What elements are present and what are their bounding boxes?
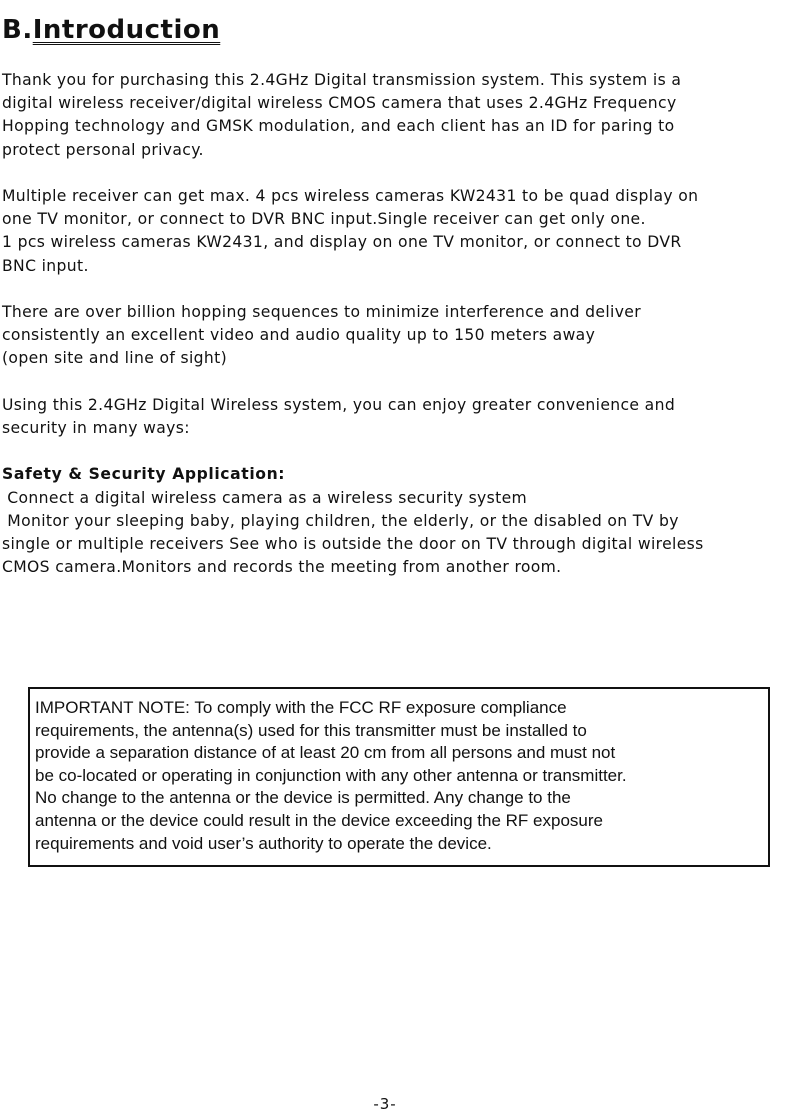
text-line: (open site and line of sight): [2, 349, 228, 368]
text-line: Hopping technology and GMSK modulation, and each client has an ID for paring to: [2, 117, 675, 136]
section-title: Introduction: [32, 15, 221, 46]
safety-line: Connect a digital wireless camera as a wireless security system: [2, 488, 528, 507]
safety-line: Monitor your sleeping baby, playing children, the elderly, or the disabled on TV by: [2, 511, 679, 530]
fcc-notice-text: [35, 697, 627, 855]
text-line: protect personal privacy.: [2, 140, 204, 159]
notice-line: requirements, the antenna(s) used for this transmitter must be installed to: [35, 720, 587, 740]
notice-line: No change to the antenna or the device is permitted. Any change to the: [35, 788, 571, 808]
notice-line: IMPORTANT NOTE: To comply with the FCC RF exposure compliance: [35, 698, 567, 717]
safety-section: [2, 463, 802, 579]
section-letter: B.: [2, 15, 33, 46]
text-line: consistently an excellent video and audio quality up to 150 meters away: [2, 326, 596, 345]
notice-line: antenna or the device could result in the device exceeding the RF exposure: [35, 810, 603, 830]
text-line: digital wireless receiver/digital wireless CMOS camera that uses 2.4GHz Frequency: [2, 94, 677, 113]
text-line: one TV monitor, or connect to DVR BNC input.Single receiver can get only one.: [2, 210, 646, 229]
text-line: Multiple receiver can get max. 4 pcs wireless cameras KW2431 to be quad display on: [2, 187, 699, 205]
safety-heading: Safety & Security Application:: [2, 465, 286, 484]
fcc-notice-box: [28, 687, 770, 867]
notice-line: requirements and void user’s authority to operate the device.: [35, 833, 492, 853]
text-line: BNC input.: [2, 256, 89, 275]
safety-line: single or multiple receivers See who is outside the door on TV through digital wireless: [2, 535, 704, 553]
notice-line: provide a separation distance of at least 20 cm from all persons and must not: [35, 743, 616, 763]
text-line: security in many ways:: [2, 419, 190, 437]
text-line: Thank you for purchasing this 2.4GHz Digital transmission system. This system is a: [2, 71, 682, 89]
text-line: Using this 2.4GHz Digital Wireless system, you can enjoy greater convenience and: [2, 395, 676, 414]
intro-paragraph-hopping: [2, 301, 802, 371]
safety-line: CMOS camera.Monitors and records the meeting from another room.: [2, 558, 562, 577]
notice-line: be co-located or operating in conjunction with any other antenna or transmitter.: [35, 765, 627, 785]
section-heading: [2, 15, 220, 45]
intro-paragraph-receiver: [2, 185, 802, 278]
intro-body: [2, 69, 802, 603]
intro-paragraph-usage: [2, 394, 802, 440]
intro-paragraph-purchase: [2, 69, 802, 162]
text-line: 1 pcs wireless cameras KW2431, and display on one TV monitor, or connect to DVR: [2, 233, 682, 252]
text-line: There are over billion hopping sequences to minimize interference and deliver: [2, 303, 641, 321]
page-number: -3-: [373, 1095, 397, 1113]
